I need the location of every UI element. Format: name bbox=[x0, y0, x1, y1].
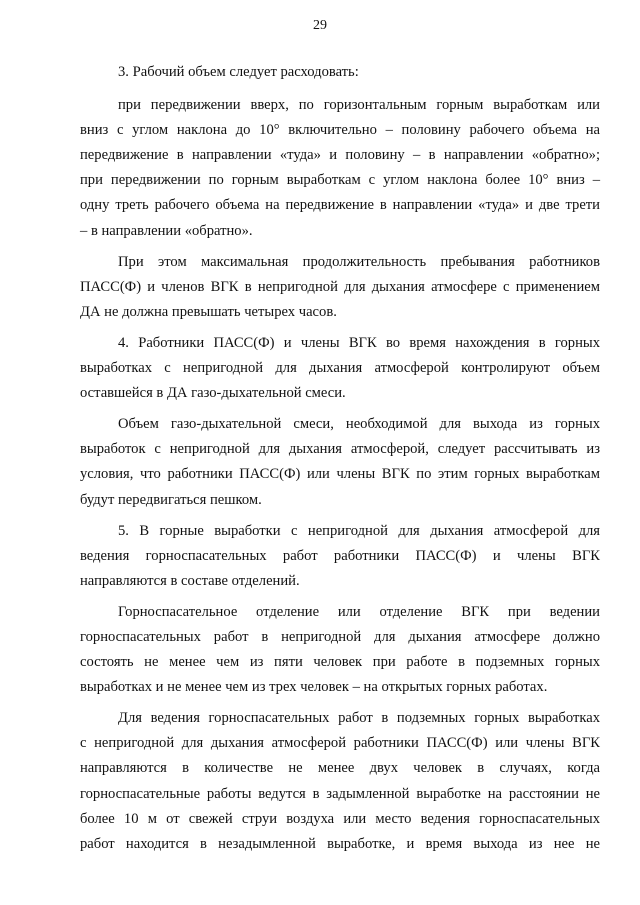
text-line: выработок с непригодной для дыхания атмосферой, следует рассчитывать из bbox=[80, 441, 600, 458]
text-line: условия, что работники ПАСС(Ф) или члены ВГК по этим горных выработкам bbox=[80, 466, 600, 483]
document-body bbox=[80, 60, 600, 857]
text-line: работ находится в незадымленной выработке, и время выхода из нее не bbox=[80, 835, 600, 852]
text-line: – в направлении «обратно». bbox=[80, 222, 253, 239]
text-line: при передвижении вверх, по горизонтальным горным выработкам или bbox=[118, 97, 600, 114]
text-line: 4. Работники ПАСС(Ф) и члены ВГК во время нахождения в горных bbox=[118, 334, 600, 351]
text-line: горноспасательных работ в непригодной для дыхания атмосфере должно bbox=[80, 628, 600, 645]
page-number: 29 bbox=[313, 18, 327, 33]
text-line: вниз с углом наклона до 10° включительно – половину рабочего объема на bbox=[80, 122, 600, 139]
text-line: горноспасательные работы ведутся в задымленной выработке на расстоянии не bbox=[80, 785, 600, 802]
text-line: состоять не менее чем из пяти человек при работе в подземных горных bbox=[80, 654, 600, 671]
text-line: направляются в составе отделений. bbox=[80, 572, 300, 589]
text-line: одну треть рабочего объема на передвижение в направлении «туда» и две трети bbox=[80, 197, 600, 214]
text-line: ДА не должна превышать четырех часов. bbox=[80, 303, 337, 320]
text-line: передвижение в направлении «туда» и половину – в направлении «обратно»; bbox=[80, 147, 600, 164]
paragraph-squad-size bbox=[80, 600, 600, 700]
text-line: выработках с непригодной для дыхания атмосферой контролируют объем bbox=[80, 360, 600, 377]
text-line: при передвижении по горным выработкам с углом наклона более 10° вниз – bbox=[80, 172, 600, 189]
paragraph-item-4 bbox=[80, 331, 600, 406]
paragraph-two-person-teams bbox=[80, 706, 600, 857]
text-line: ПАСС(Ф) и членов ВГК в непригодной для дыхания атмосфере с применением bbox=[80, 278, 600, 295]
text-line: Горноспасательное отделение или отделение ВГК при ведении bbox=[118, 603, 600, 620]
text-line: Объем газо-дыхательной смеси, необходимой для выхода из горных bbox=[118, 416, 600, 433]
text-line: 3. Рабочий объем следует расходовать: bbox=[118, 64, 359, 80]
text-line: Для ведения горноспасательных работ в подземных горных выработках bbox=[118, 710, 600, 727]
text-line: выработках и не менее чем из трех человек – на открытых горных работах. bbox=[80, 679, 548, 696]
text-line: При этом максимальная продолжительность пребывания работников bbox=[118, 253, 600, 270]
text-line: 5. В горные выработки с непригодной для дыхания атмосферой для bbox=[118, 522, 600, 539]
paragraph-item-3 bbox=[80, 60, 600, 85]
text-line: направляются в количестве не менее двух человек в случаях, когда bbox=[80, 760, 600, 777]
paragraph-gas-volume bbox=[80, 412, 600, 512]
text-line: более 10 м от свежей струи воздуха или место ведения горноспасательных bbox=[80, 810, 600, 827]
text-line: оставшейся в ДА газо-дыхательной смеси. bbox=[80, 385, 346, 402]
paragraph-consumption bbox=[80, 93, 600, 244]
text-line: будут передвигаться пешком. bbox=[80, 491, 262, 508]
text-line: ведения горноспасательных работ работники ПАСС(Ф) и члены ВГК bbox=[80, 547, 600, 564]
paragraph-max-duration bbox=[80, 250, 600, 325]
paragraph-item-5 bbox=[80, 519, 600, 594]
text-line: с непригодной для дыхания атмосферой работники ПАСС(Ф) или члены ВГК bbox=[80, 735, 600, 752]
